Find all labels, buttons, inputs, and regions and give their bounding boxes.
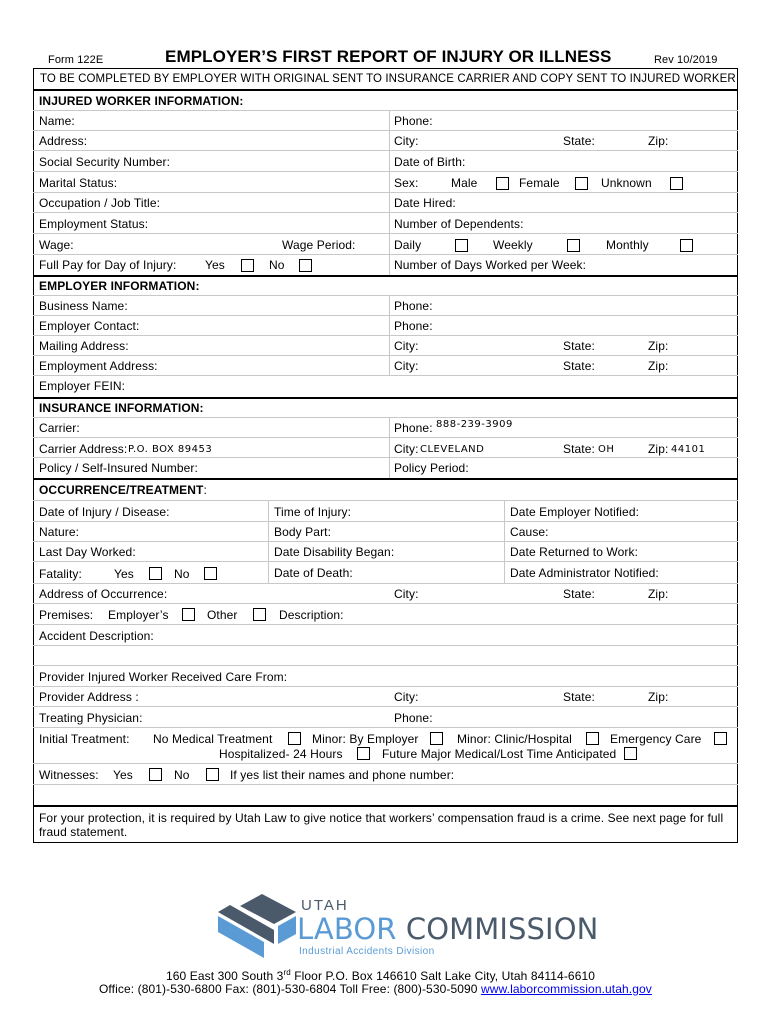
labor-commission-logo-icon — [218, 894, 298, 958]
daily-label: Daily — [394, 238, 422, 252]
full-pay-no-checkbox[interactable] — [299, 259, 312, 272]
witnesses-label: Witnesses: — [39, 768, 99, 782]
provider-state-field[interactable]: State: — [563, 690, 595, 704]
carrier-address-value[interactable]: P.O. BOX 89453 — [128, 444, 213, 455]
nature-field[interactable]: Nature: — [39, 525, 80, 539]
provider-zip-field[interactable]: Zip: — [648, 690, 669, 704]
fraud-notice-line1: For your protection, it is required by Utah Law to give notice that workers’ compensation fraud is a crime. See next page for full — [39, 811, 724, 825]
carrier-phone-label: Phone: — [394, 421, 433, 435]
no-medical-checkbox[interactable] — [288, 732, 301, 745]
phone-field[interactable]: Phone: — [394, 114, 433, 128]
minor-employer-checkbox[interactable] — [430, 732, 443, 745]
mailing-city-field[interactable]: City: — [394, 339, 419, 353]
witness-yes-label: Yes — [113, 768, 133, 782]
dob-field[interactable]: Date of Birth: — [394, 155, 466, 169]
employer-phone-field[interactable]: Phone: — [394, 299, 433, 313]
employer-contact-field[interactable]: Employer Contact: — [39, 319, 140, 333]
premises-employers-checkbox[interactable] — [182, 608, 195, 621]
full-pay-label: Full Pay for Day of Injury: — [39, 258, 177, 272]
witness-no-label: No — [174, 768, 190, 782]
employment-status-field[interactable]: Employment Status: — [39, 217, 149, 231]
carrier-zip-label: Zip: — [648, 442, 669, 456]
state-field[interactable]: State: — [563, 134, 595, 148]
premises-other-label: Other — [207, 608, 238, 622]
marital-field[interactable]: Marital Status: — [39, 176, 118, 190]
premises-employers-label: Employer’s — [108, 608, 169, 622]
cause-field[interactable]: Cause: — [510, 525, 549, 539]
monthly-checkbox[interactable] — [680, 239, 693, 252]
emergency-label: Emergency Care — [610, 732, 702, 746]
wage-field[interactable]: Wage: — [39, 238, 74, 252]
dependents-field[interactable]: Number of Dependents: — [394, 217, 524, 231]
premises-label: Premises: — [39, 608, 94, 622]
mailing-zip-field[interactable]: Zip: — [648, 339, 669, 353]
logo-utah: UTAH — [301, 897, 349, 914]
minor-clinic-checkbox[interactable] — [586, 732, 599, 745]
policy-number-field[interactable]: Policy / Self-Insured Number: — [39, 461, 198, 475]
provider-address-field[interactable]: Provider Address : — [39, 690, 139, 704]
mailing-state-field[interactable]: State: — [563, 339, 595, 353]
unknown-label: Unknown — [601, 176, 652, 190]
website-link[interactable]: www.laborcommission.utah.gov — [481, 982, 652, 996]
disability-began-field[interactable]: Date Disability Began: — [274, 545, 395, 559]
occurrence-city-field[interactable]: City: — [394, 587, 419, 601]
full-pay-yes-label: Yes — [205, 258, 225, 272]
treating-physician-field[interactable]: Treating Physician: — [39, 711, 143, 725]
mailing-address-field[interactable]: Mailing Address: — [39, 339, 129, 353]
returned-to-work-field[interactable]: Date Returned to Work: — [510, 545, 639, 559]
carrier-city-value[interactable]: CLEVELAND — [420, 444, 485, 455]
carrier-city-label: City: — [394, 442, 419, 456]
date-notified-field[interactable]: Date Employer Notified: — [510, 505, 640, 519]
female-checkbox[interactable] — [575, 177, 588, 190]
admin-notified-field[interactable]: Date Administrator Notified: — [510, 566, 659, 580]
instruction-banner: TO BE COMPLETED BY EMPLOYER WITH ORIGINAL SENT TO INSURANCE CARRIER AND COPY SENT TO INJURED WORKER — [40, 73, 736, 85]
weekly-checkbox[interactable] — [567, 239, 580, 252]
sex-label: Sex: — [394, 176, 419, 190]
last-day-worked-field[interactable]: Last Day Worked: — [39, 545, 136, 559]
section-heading-occurrence: OCCURRENCE/TREATMENT: — [39, 483, 207, 497]
days-worked-field[interactable]: Number of Days Worked per Week: — [394, 258, 587, 272]
date-of-death-field[interactable]: Date of Death: — [274, 566, 353, 580]
form-title: EMPLOYER’S FIRST REPORT OF INJURY OR ILLNESS — [165, 47, 612, 66]
employment-address-field[interactable]: Employment Address: — [39, 359, 158, 373]
fraud-notice-line2: fraud statement. — [39, 825, 128, 839]
initial-treatment-label: Initial Treatment: — [39, 732, 130, 746]
provider-city-field[interactable]: City: — [394, 690, 419, 704]
fein-field[interactable]: Employer FEIN: — [39, 379, 126, 393]
future-major-label: Future Major Medical/Lost Time Anticipated — [382, 747, 617, 761]
occurrence-zip-field[interactable]: Zip: — [648, 587, 669, 601]
employment-zip-field[interactable]: Zip: — [648, 359, 669, 373]
fatality-yes-checkbox[interactable] — [149, 567, 162, 580]
time-of-injury-field[interactable]: Time of Injury: — [274, 505, 352, 519]
logo-division: Industrial Accidents Division — [299, 946, 435, 957]
no-medical-label: No Medical Treatment — [153, 732, 273, 746]
carrier-address-label: Carrier Address: — [39, 442, 128, 456]
witness-list-field[interactable]: If yes list their names and phone number: — [230, 768, 455, 782]
section-heading-employer: EMPLOYER INFORMATION: — [39, 279, 200, 293]
footer-address: 160 East 300 South 3rd Floor P.O. Box 146610 Salt Lake City, Utah 84114-6610 — [166, 968, 596, 983]
physician-phone-field[interactable]: Phone: — [394, 711, 433, 725]
fatality-no-checkbox[interactable] — [204, 567, 217, 580]
fatality-no-label: No — [174, 567, 190, 581]
minor-employer-label: Minor: By Employer — [312, 732, 419, 746]
fatality-yes-label: Yes — [114, 567, 134, 581]
address-field[interactable]: Address: — [39, 134, 88, 148]
daily-checkbox[interactable] — [455, 239, 468, 252]
witness-yes-checkbox[interactable] — [149, 768, 162, 781]
revision: Rev 10/2019 — [654, 54, 718, 66]
divider — [33, 89, 738, 91]
provider-field[interactable]: Provider Injured Worker Received Care From: — [39, 670, 288, 684]
business-name-field[interactable]: Business Name: — [39, 299, 128, 313]
female-label: Female — [519, 176, 560, 190]
section-heading-insurance: INSURANCE INFORMATION: — [39, 401, 204, 415]
footer-contact: Office: (801)-530-6800 Fax: (801)-530-6804 Toll Free: (800)-530-5090 www.laborcommission.utah.gov — [99, 982, 652, 996]
carrier-phone-value[interactable]: 888-239-3909 — [436, 419, 513, 430]
hospitalized-label: Hospitalized- 24 Hours — [219, 747, 343, 761]
fatality-label: Fatality: — [39, 567, 82, 581]
carrier-state-value[interactable]: OH — [598, 444, 615, 455]
employment-state-field[interactable]: State: — [563, 359, 595, 373]
future-major-checkbox[interactable] — [624, 747, 637, 760]
name-field[interactable]: Name: — [39, 114, 75, 128]
carrier-field[interactable]: Carrier: — [39, 421, 80, 435]
ssn-field[interactable]: Social Security Number: — [39, 155, 171, 169]
unknown-checkbox[interactable] — [670, 177, 683, 190]
section-heading-worker: INJURED WORKER INFORMATION: — [39, 94, 244, 108]
zip-field[interactable]: Zip: — [648, 134, 669, 148]
contact-phone-field[interactable]: Phone: — [394, 319, 433, 333]
minor-clinic-label: Minor: Clinic/Hospital — [457, 732, 572, 746]
city-field[interactable]: City: — [394, 134, 419, 148]
full-pay-no-label: No — [269, 258, 285, 272]
premises-description-field[interactable]: Description: — [279, 608, 344, 622]
carrier-state-label: State: — [563, 442, 595, 456]
emergency-checkbox[interactable] — [714, 732, 727, 745]
occurrence-state-field[interactable]: State: — [563, 587, 595, 601]
occupation-field[interactable]: Occupation / Job Title: — [39, 196, 161, 210]
wage-period-label: Wage Period: — [282, 238, 356, 252]
witness-no-checkbox[interactable] — [206, 768, 219, 781]
form-number: Form 122E — [48, 54, 104, 66]
premises-other-checkbox[interactable] — [253, 608, 266, 621]
logo-wordmark: LABOR COMMISSION — [297, 912, 599, 946]
full-pay-yes-checkbox[interactable] — [241, 259, 254, 272]
address-of-occurrence-field[interactable]: Address of Occurrence: — [39, 587, 168, 601]
weekly-label: Weekly — [493, 238, 533, 252]
monthly-label: Monthly — [606, 238, 649, 252]
male-checkbox[interactable] — [496, 177, 509, 190]
hospitalized-checkbox[interactable] — [357, 747, 370, 760]
date-of-injury-field[interactable]: Date of Injury / Disease: — [39, 505, 170, 519]
body-part-field[interactable]: Body Part: — [274, 525, 332, 539]
employment-city-field[interactable]: City: — [394, 359, 419, 373]
carrier-zip-value[interactable]: 44101 — [671, 444, 706, 455]
accident-description-field[interactable]: Accident Description: — [39, 629, 154, 643]
male-label: Male — [451, 176, 478, 190]
date-hired-field[interactable]: Date Hired: — [394, 196, 456, 210]
policy-period-field[interactable]: Policy Period: — [394, 461, 469, 475]
